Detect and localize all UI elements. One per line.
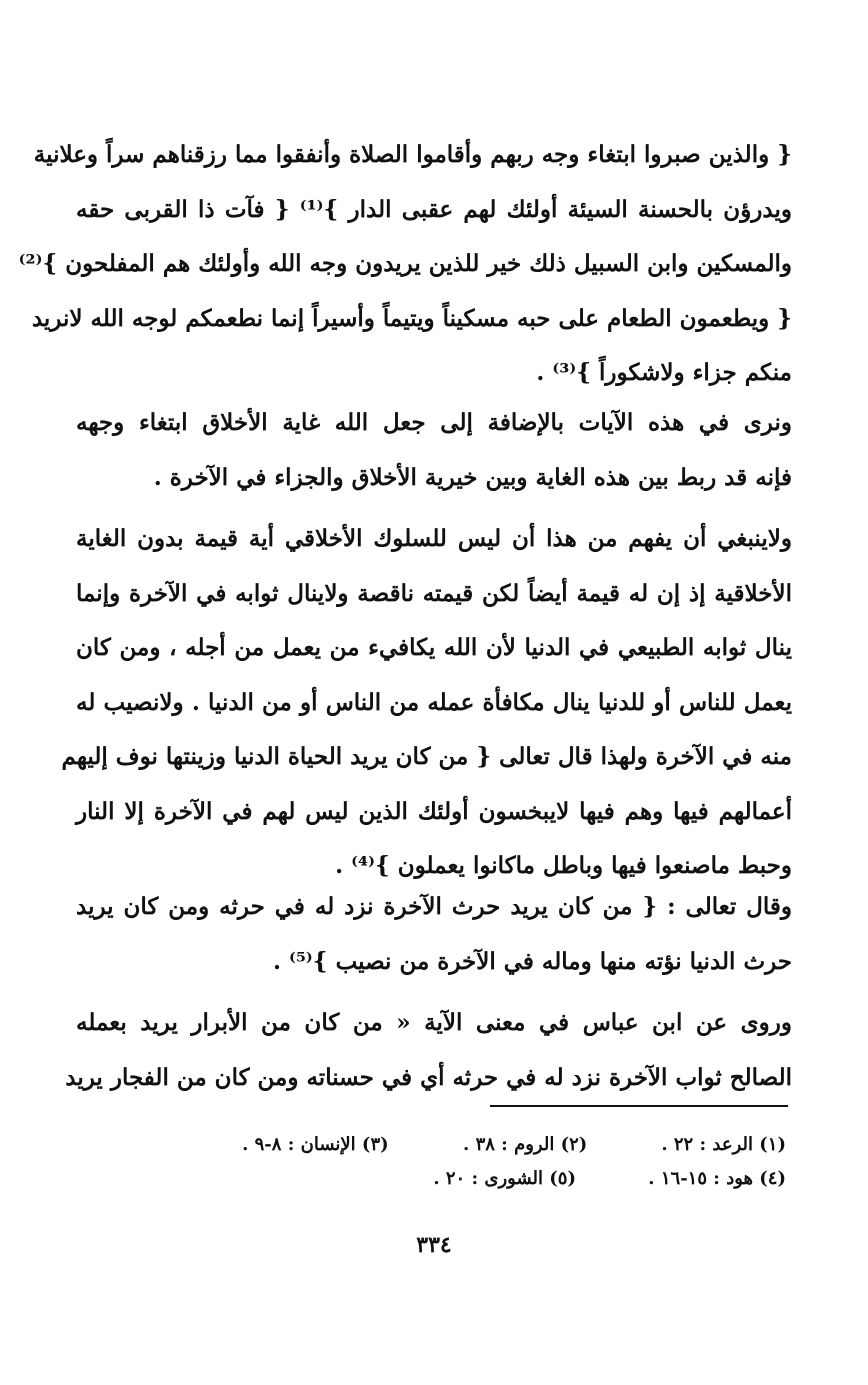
text-line: وروى عن ابن عباس في معنى الآية « من كان من الأبرار يريد بعمله bbox=[76, 1009, 792, 1036]
paragraph bbox=[65, 996, 792, 1105]
text-line: حرث الدنيا نؤته منها وماله في الآخرة من نصيب }⁽⁵⁾ . bbox=[272, 947, 792, 975]
footnote: (١) الرعد : ٢٢ . bbox=[661, 1134, 786, 1155]
text-line: الأخلاقية إذ إن له قيمة أيضاً لكن قيمته ناقصة ولاينال ثوابه في الآخرة وإنما bbox=[76, 579, 792, 607]
quote-paragraph bbox=[18, 128, 792, 401]
text-line: يعمل للناس أو للدنيا ينال مكافأة عمله من الناس أو من الدنيا . ولانصيب له bbox=[76, 688, 792, 716]
page-number: ٣٣٤ bbox=[416, 1232, 452, 1258]
text-line: منه في الآخرة ولهذا قال تعالى { من كان يريد الحياة الدنيا وزينتها نوف إليهم bbox=[61, 743, 792, 770]
text-line: ولاينبغي أن يفهم من هذا أن ليس للسلوك الأخلاقي أية قيمة بدون الغاية bbox=[76, 525, 792, 552]
text-line: وقال تعالى : { من كان يريد حرث الآخرة نزد له في حرثه ومن كان يريد bbox=[76, 893, 792, 920]
text-line: أعمالهم فيها وهم فيها لايبخسون أولئك الذين ليس لهم في الآخرة إلا النار bbox=[76, 797, 792, 825]
footnote: (٢) الروم : ٣٨ . bbox=[463, 1134, 588, 1155]
text-line: ونرى في هذه الآيات بالإضافة إلى جعل الله غاية الأخلاق ابتغاء وجهه bbox=[76, 409, 792, 436]
text-line: منكم جزاء ولاشكوراً }⁽³⁾ . bbox=[536, 359, 792, 386]
footnote: (٣) الإنسان : ٨-٩ . bbox=[242, 1134, 389, 1155]
text-line: فإنه قد ربط بين هذه الغاية وبين خيرية الأخلاق والجزاء في الآخرة . bbox=[153, 463, 792, 491]
text-line: وحبط ماصنعوا فيها وباطل ماكانوا يعملون }⁽⁴⁾ . bbox=[335, 852, 792, 879]
text-line: الصالح ثواب الآخرة نزد له في حرثه أي في حسناته ومن كان من الفجار يريد bbox=[65, 1063, 792, 1091]
text-line: ويدرؤن بالحسنة السيئة أولئك لهم عقبى الدار }⁽¹⁾ { فآت ذا القربى حقه bbox=[76, 195, 792, 223]
footnote-row bbox=[190, 1162, 786, 1196]
footnote-row bbox=[190, 1128, 786, 1162]
text-line: ينال ثوابه الطبيعي في الدنيا لأن الله يكافيء من يعمل من أجله ، ومن كان bbox=[76, 634, 792, 661]
text-line: { والذين صبروا ابتغاء وجه ربهم وأقاموا الصلاة وأنفقوا مما رزقناهم سراً وعلانية bbox=[33, 141, 792, 168]
paragraph bbox=[61, 512, 792, 894]
text-line: والمسكين وابن السبيل ذلك خير للذين يريدون وجه الله وأولئك هم المفلحون }⁽²⁾ bbox=[18, 250, 792, 277]
paragraph bbox=[76, 880, 792, 989]
footnote: (٤) هود : ١٥-١٦ . bbox=[648, 1168, 786, 1189]
text-line: { ويطعمون الطعام على حبه مسكيناً ويتيماً وأسيراً إنما نطعمكم لوجه الله لانريد bbox=[31, 304, 792, 332]
footnotes bbox=[190, 1128, 786, 1196]
paragraph bbox=[76, 396, 792, 505]
footnote-divider bbox=[490, 1105, 788, 1107]
footnote: (٥) الشورى : ٢٠ . bbox=[433, 1168, 576, 1189]
